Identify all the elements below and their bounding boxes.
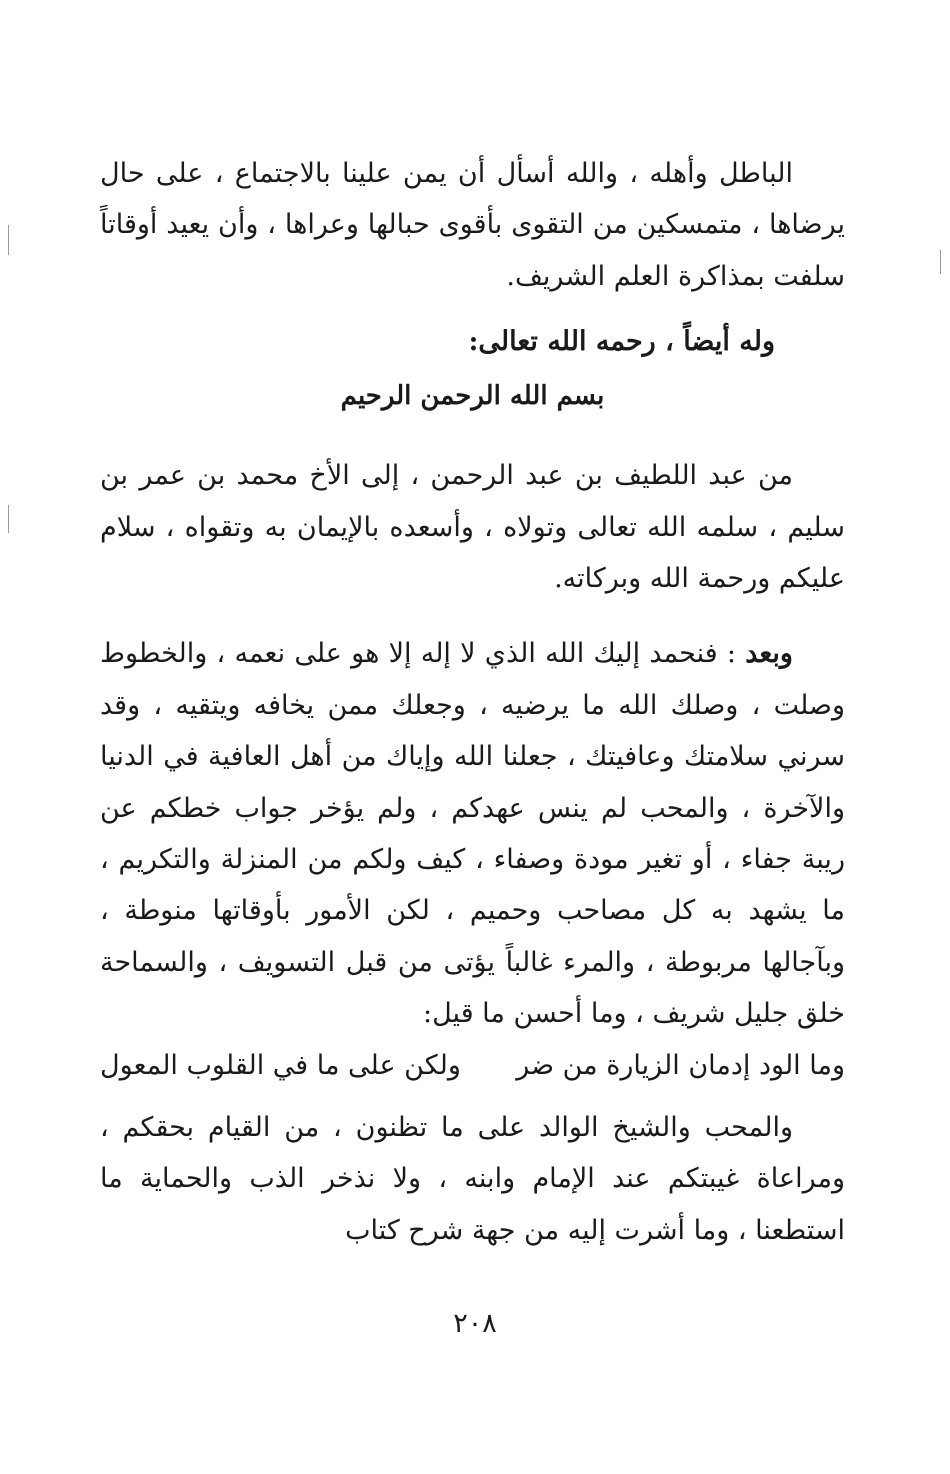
page-number: ٢٠٨ bbox=[453, 1308, 497, 1339]
verse-first-hemistich: وما الود إدمان الزيارة من ضر bbox=[516, 1049, 845, 1081]
paragraph-closing: والمحب والشيخ الوالد على ما تظنون ، من القيام بحقكم ، ومراعاة غيبتكم عند الإمام وابنه ، ولا نذخر الذب والحماية ما استطعنا ، وما أشرت إليه من جهة شرح كتاب bbox=[100, 1111, 845, 1246]
paragraph-body-text: : فنحمد إليك الله الذي لا إله إلا هو على نعمه ، والخطوط وصلت ، وصلك الله ما يرضيه ، وجعلك ممن يخافه ويتقيه ، وقد سرني سلامتك وعافيتك ، جعلنا الله وإياك من أهل العافية في الدنيا والآخرة ، والمحب لم ينس عهدكم ، ولم يؤخر جواب خطكم عن ريبة جفاء ، أو تغير مودة وصفاء ، كيف ولكم من المنزلة والتكريم ، ما يشهد به كل مصاحب وحميم ، لكن الأمور بأوقاتها منوطة ، وبآجالها مربوطة ، والمرء غالباً يؤتى من قبل التسويف ، والسماحة خلق جليل شريف ، وما أحسن ما قيل: bbox=[100, 638, 845, 1030]
section-heading: وله أيضاً ، رحمه الله تعالى: bbox=[468, 326, 775, 358]
page-body bbox=[100, 148, 845, 1256]
paragraph-body bbox=[100, 628, 845, 1039]
basmala: بسم الله الرحمن الرحيم bbox=[340, 381, 605, 412]
lead-word: وبعد bbox=[745, 638, 793, 670]
paragraph-gap bbox=[100, 604, 845, 628]
page-edge-mark bbox=[8, 225, 9, 255]
poetry-verse bbox=[100, 1040, 845, 1092]
page-edge-mark bbox=[940, 250, 941, 274]
paragraph-gap bbox=[100, 1092, 845, 1102]
page-edge-mark bbox=[8, 505, 9, 533]
paragraph-opening: الباطل وأهله ، والله أسأل أن يمن علينا بالاجتماع ، على حال يرضاها ، متمسكين من التقوى بأقوى حبالها وعراها ، وأن يعيد أوقاتاً سلفت بمذاكرة العلم الشريف. bbox=[100, 158, 845, 292]
verse-second-hemistich: ولكن على ما في القلوب المعول bbox=[100, 1049, 461, 1081]
paragraph-salutation: من عبد اللطيف بن عبد الرحمن ، إلى الأخ محمد بن عمر بن سليم ، سلمه الله تعالى وتولاه ، وأسعده بالإيمان به وتقواه ، سلام عليكم ورحمة الله وبركاته. bbox=[100, 460, 845, 595]
